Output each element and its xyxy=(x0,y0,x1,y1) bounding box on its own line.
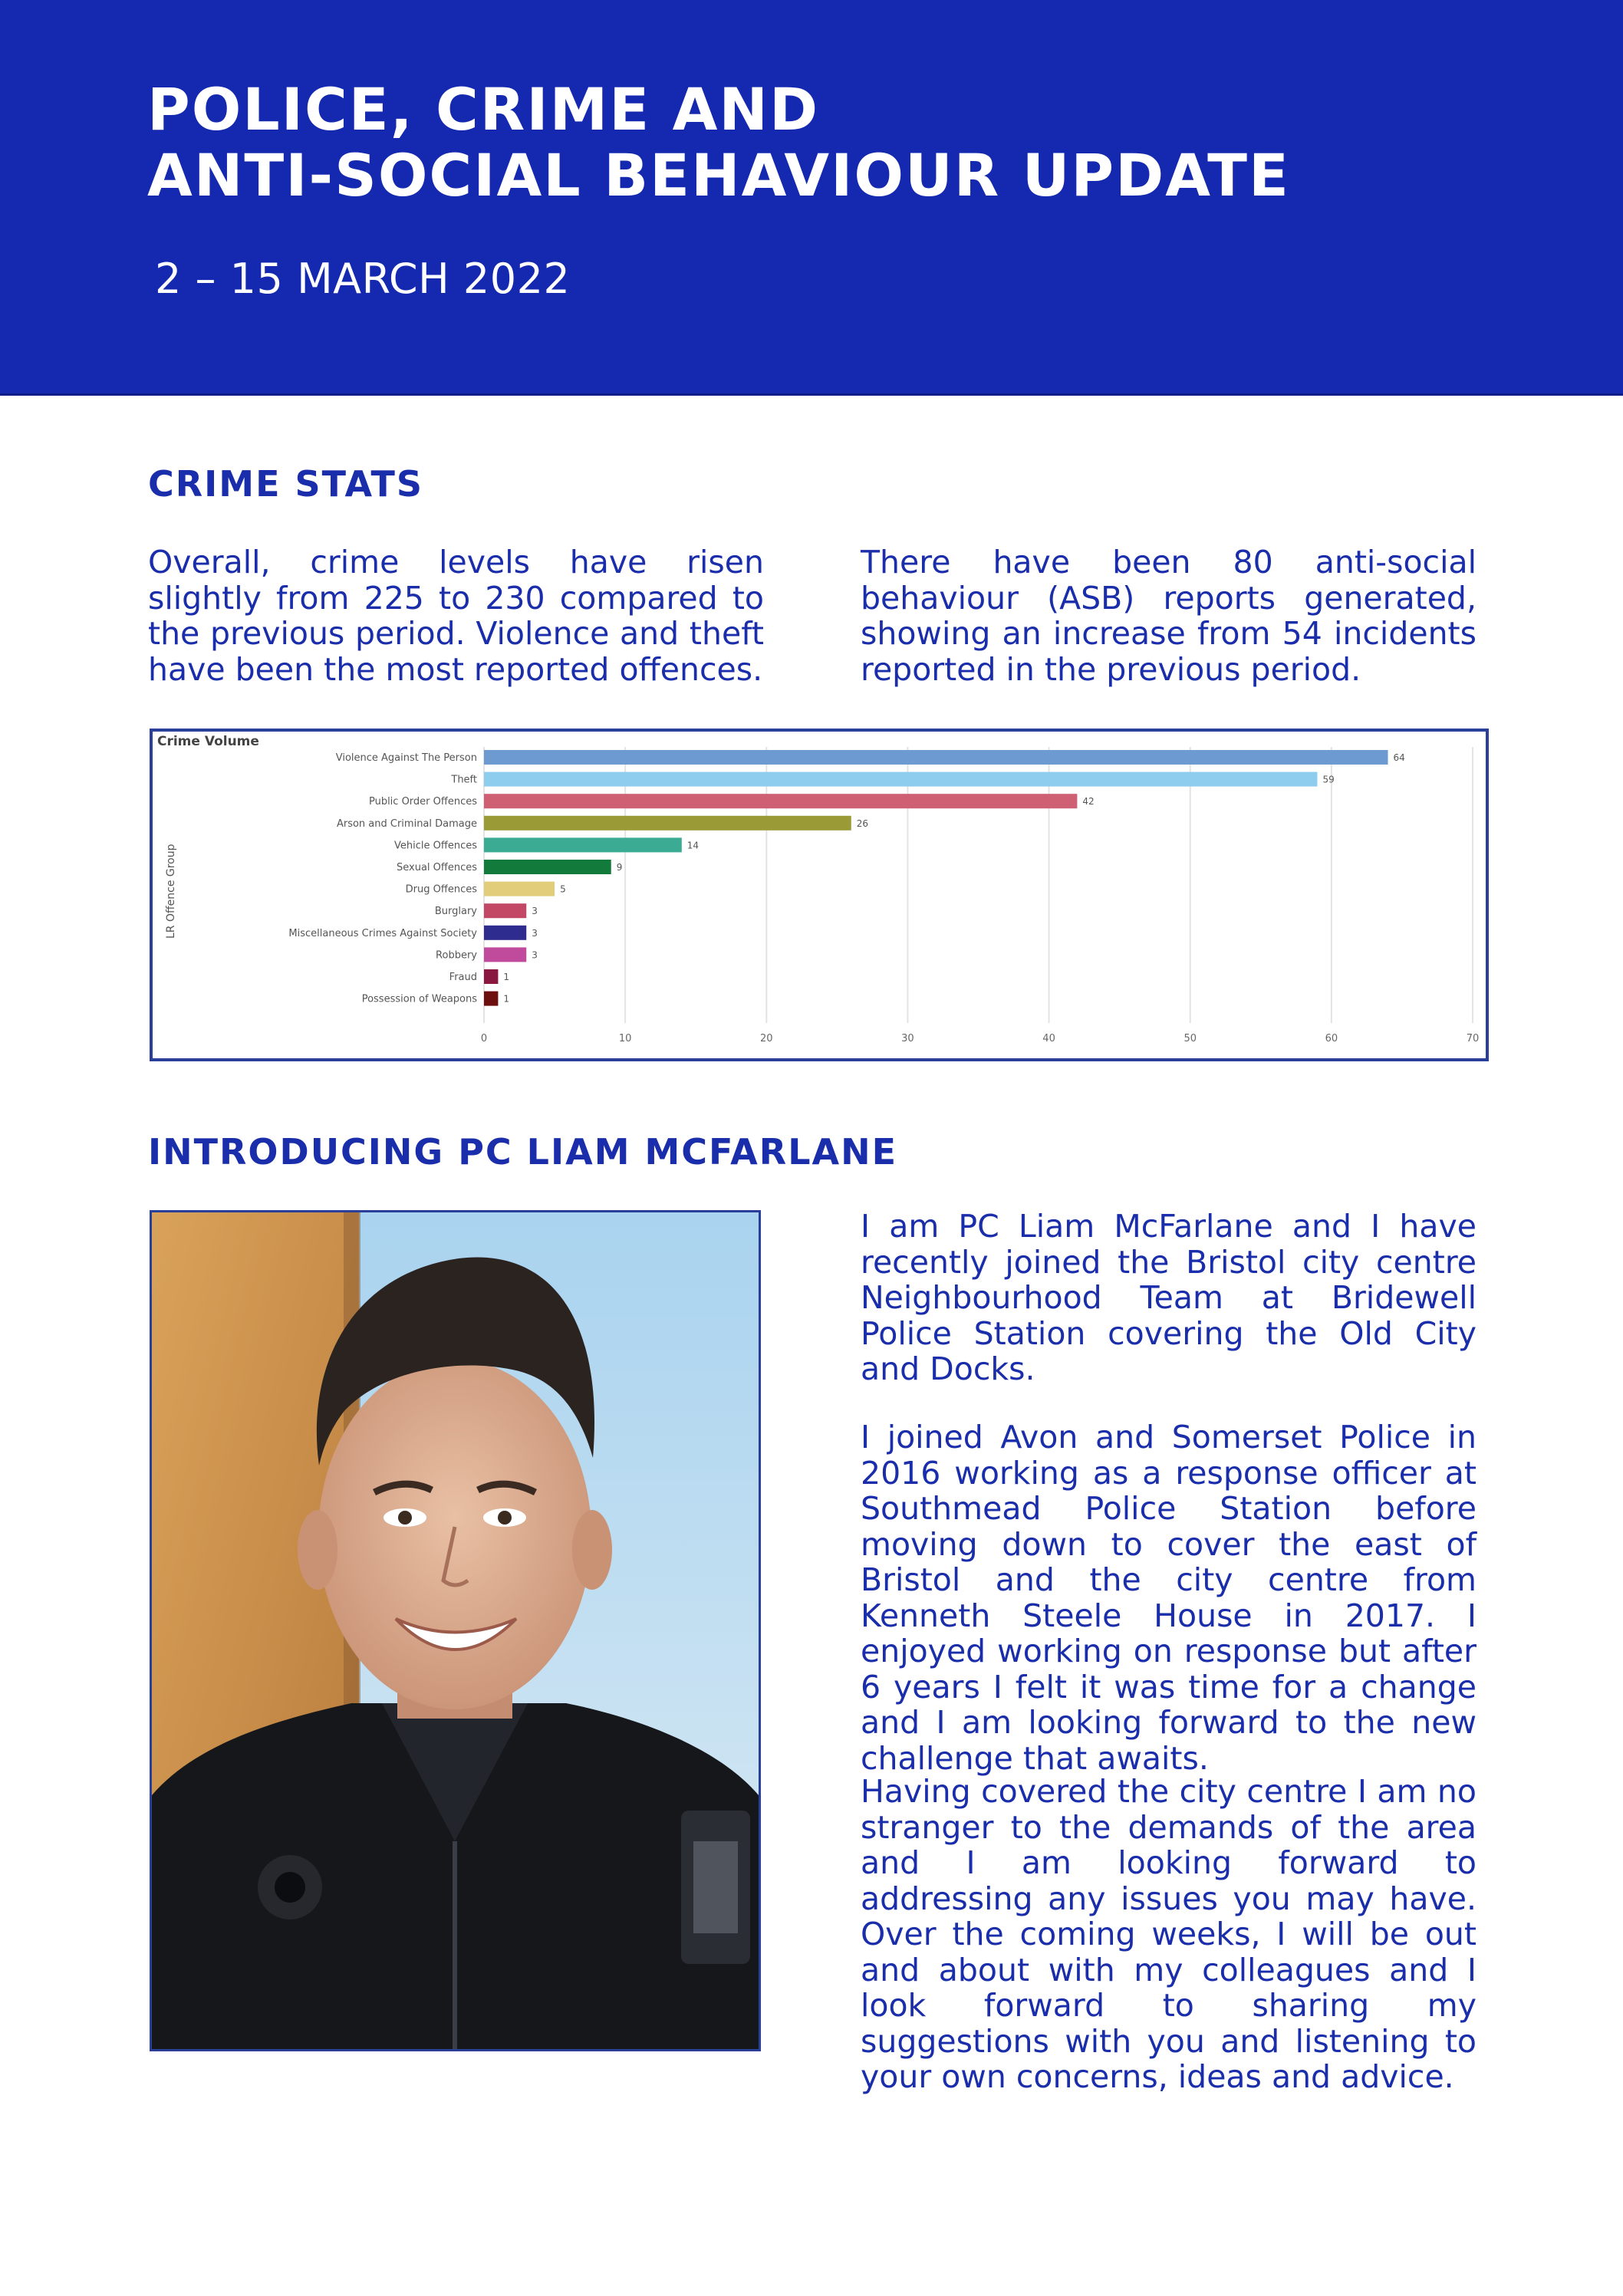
bar-value-label: 1 xyxy=(503,972,510,982)
officer-photo xyxy=(150,1210,761,2051)
crime-volume-chart-svg xyxy=(153,732,1486,1058)
intro-paragraph-3: Having covered the city centre I am no stranger to the demands of the area and I am looking forward to addressing any issues you may have. Over the coming weeks, I will be out and about with my colleagues and I look forward to sharing my suggestions with you and listening to your own concerns, ideas and advice. xyxy=(861,1773,1477,2095)
category-label: Possession of Weapons xyxy=(361,993,477,1005)
category-label: Miscellaneous Crimes Against Society xyxy=(288,927,477,939)
bar xyxy=(484,794,1077,808)
category-label: Sexual Offences xyxy=(396,862,477,873)
x-tick-label: 0 xyxy=(480,1033,488,1044)
category-label: Vehicle Offences xyxy=(394,840,477,852)
bar-value-label: 3 xyxy=(532,927,538,939)
bar-value-label: 3 xyxy=(532,949,538,961)
category-label: Public Order Offences xyxy=(368,796,477,808)
bar xyxy=(484,860,611,874)
bar-value-label: 5 xyxy=(560,883,566,895)
category-label: Violence Against The Person xyxy=(335,752,477,764)
title-line-1: POLICE, CRIME AND xyxy=(147,75,820,143)
officer-portrait-illustration xyxy=(152,1212,759,2049)
x-tick-label: 30 xyxy=(901,1033,914,1044)
bar xyxy=(484,926,526,940)
crime-stats-left-text: Overall, crime levels have risen slightly from 225 to 230 compared to the previous period. Violence and theft have been the most reported offences. xyxy=(148,544,764,688)
category-label: Drug Offences xyxy=(405,883,477,896)
bar xyxy=(484,903,526,918)
bar-value-label: 26 xyxy=(856,817,869,829)
chart-grid xyxy=(481,747,1479,1044)
bar-value-label: 1 xyxy=(503,993,510,1005)
title-line-2: ANTI-SOCIAL BEHAVIOUR UPDATE xyxy=(147,141,1290,209)
bar xyxy=(484,992,498,1006)
bar-value-label: 64 xyxy=(1393,752,1405,763)
bar-value-label: 9 xyxy=(616,862,623,873)
bar-value-label: 42 xyxy=(1082,796,1095,808)
category-label: Theft xyxy=(451,774,477,786)
category-label: Burglary xyxy=(434,906,477,918)
crime-stats-heading: CRIME STATS xyxy=(148,463,423,505)
x-tick-label: 50 xyxy=(1184,1033,1197,1044)
bar-value-label: 3 xyxy=(532,906,538,917)
intro-paragraph-1: I am PC Liam McFarlane and I have recently joined the Bristol city centre Neighbourhood Team at Bridewell Police Station covering the Old City and Docks. xyxy=(861,1208,1477,1387)
x-tick-label: 20 xyxy=(760,1033,773,1044)
intro-paragraph-2: I joined Avon and Somerset Police in 2016 working as a response officer at Southmead Police Station before moving down to cover the east of Bristol and the city centre from Kenneth Steele House in 2017. I enjoyed working on response but after 6 years I felt it was time for a change and I am looking forward to the new challenge that awaits. xyxy=(861,1419,1477,1777)
bar-value-label: 59 xyxy=(1322,774,1335,785)
category-label: Arson and Criminal Damage xyxy=(336,817,477,830)
bar xyxy=(484,837,682,852)
crime-stats-right-text: There have been 80 anti-social behaviour (ASB) reports generated, showing an increase from 54 incidents reported in the previous period. xyxy=(861,544,1477,688)
chart-y-axis-label: LR Offence Group xyxy=(165,844,177,939)
category-label: Robbery xyxy=(436,949,477,962)
x-tick-label: 40 xyxy=(1042,1033,1055,1044)
bar xyxy=(484,882,555,896)
date-range: 2 – 15 MARCH 2022 xyxy=(155,255,571,303)
x-tick-label: 10 xyxy=(618,1033,632,1044)
bar xyxy=(484,750,1388,765)
bar xyxy=(484,969,498,984)
chart-bars xyxy=(288,750,1404,1006)
x-tick-label: 60 xyxy=(1325,1033,1338,1044)
crime-volume-chart xyxy=(150,729,1489,1061)
intro-heading: INTRODUCING PC LIAM MCFARLANE xyxy=(148,1131,898,1173)
category-label: Fraud xyxy=(449,972,477,983)
bar xyxy=(484,772,1317,787)
header-banner xyxy=(0,0,1623,396)
page-title xyxy=(147,77,1290,209)
chart-title: Crime Volume xyxy=(157,734,259,749)
x-tick-label: 70 xyxy=(1466,1033,1480,1044)
bar-value-label: 14 xyxy=(686,840,700,851)
bar xyxy=(484,947,526,962)
bar xyxy=(484,816,851,831)
